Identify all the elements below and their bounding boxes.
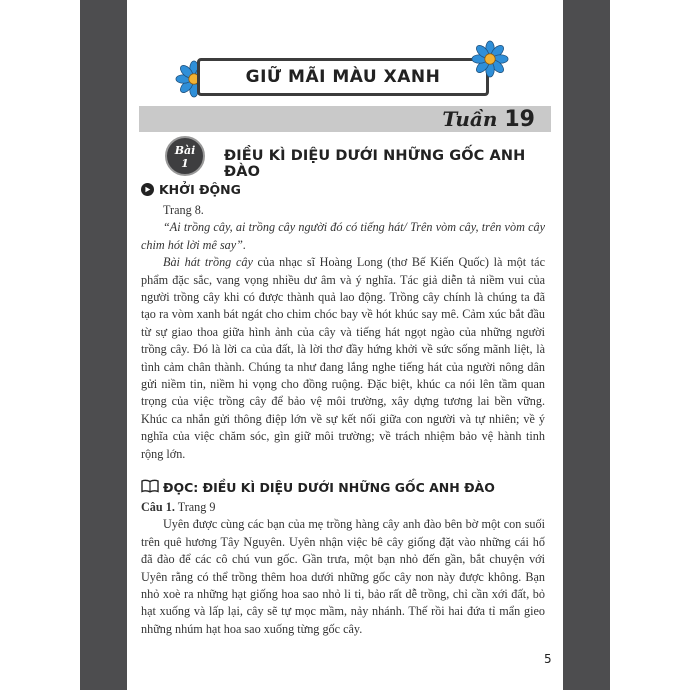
- warmup-heading: [141, 182, 241, 197]
- question-line: [141, 499, 545, 516]
- reading-heading: [141, 479, 495, 496]
- warmup-paragraph: [141, 254, 545, 463]
- song-name: Bài hát trồng cây: [163, 255, 253, 270]
- unit-title: GIỮ MÃI MÀU XANH: [245, 67, 441, 87]
- week-bar: [139, 106, 551, 132]
- reading-heading-text: ĐỌC: ĐIỀU KÌ DIỆU DƯỚI NHỮNG GỐC ANH ĐÀO: [163, 480, 495, 495]
- lesson-badge-word: Bài: [174, 144, 196, 157]
- reading-paragraph: Uyên được cùng các bạn của mẹ trồng hàng cây anh đào bên bờ một con suối trên quê hương Tây Nguyên. Uyên nhận việc bê cây giống đặt vào những cái hố đã đào để các cô chú vun gốc. Gần trưa, một bạn nhỏ đến gần, bắt chuyện với Uyên rằng có thể trồng thêm hoa dưới những gốc cây non này được không. Bạn nhỏ xoè ra những hạt giống hoa sao nhỏ li ti, bảo rất dễ trồng, chỉ cần xới đất, bỏ hạt xuống và lấp lại, cây sẽ tự mọc mầm, nảy nhánh. Thế rồi hai đứa tỉ mẩn gieo những nhúm hạt hoa sao xuống từng gốc cây.: [141, 517, 545, 636]
- warmup-page-ref: Trang 8.: [163, 203, 204, 217]
- lesson-title: ĐIỀU KÌ DIỆU DƯỚI NHỮNG GỐC ANH ĐÀO: [224, 148, 526, 180]
- right-margin-band: [563, 0, 610, 690]
- week-number: 19: [504, 107, 535, 132]
- left-margin-band: [80, 0, 127, 690]
- question-label: Câu 1.: [141, 500, 175, 514]
- question-ref: Trang 9: [174, 500, 216, 514]
- book-icon: [141, 479, 159, 496]
- play-icon: [141, 183, 154, 196]
- warmup-quote: “Ai trồng cây, ai trồng cây người đó có tiếng hát/ Trên vòm cây, trên vòm cây chim hót lời mê say”.: [141, 220, 545, 252]
- lesson-badge: [165, 136, 205, 176]
- warmup-paragraph-text: của nhạc sĩ Hoàng Long (thơ Bế Kiến Quốc) là một tác phẩm đặc sắc, vang vọng nhiều dư âm và ý nghĩa. Tác giả diễn tả niềm vui của người trồng cây khi có được thành quả lao động. Trồng cây chính là chúng ta đã tạo ra vòm xanh bát ngát cho chim chóc bay về hót khúc say mê. Cảm xúc bắt đầu từ sự giao thoa giữa hình ảnh của cây và tiếng hát ngọt ngào của những người trồng cây. Đó là lời ca của đất, là lời thơ đầy hứng khởi về sức sống mãnh liệt, là tình cảm chân thành. Chúng ta như đang lắng nghe tiếng hát của người nông dân gửi niềm tin, niềm hi vọng cho đồng ruộng. Đặc biệt, khúc ca nói lên tầm quan trọng của việc trồng cây để bảo vệ môi trường, xây dựng tương lai bền vững. Khúc ca nhắn gửi thông điệp lớn về sự kết nối giữa con người và tự nhiên; về ý nghĩa của việc chăm sóc, gìn giữ môi trường; về trách nhiệm bảo vệ hành tinh rộng lớn.: [141, 255, 545, 461]
- week-label: [442, 106, 535, 133]
- reading-body: [141, 499, 545, 638]
- page-number: 5: [544, 652, 552, 666]
- warmup-heading-text: KHỞI ĐỘNG: [159, 182, 241, 197]
- flower-icon: [471, 40, 509, 78]
- warmup-body: [141, 202, 545, 463]
- week-word: Tuần: [442, 107, 498, 131]
- book-page: [127, 0, 563, 690]
- lesson-badge-number: 1: [181, 157, 189, 170]
- unit-title-banner: [197, 58, 489, 96]
